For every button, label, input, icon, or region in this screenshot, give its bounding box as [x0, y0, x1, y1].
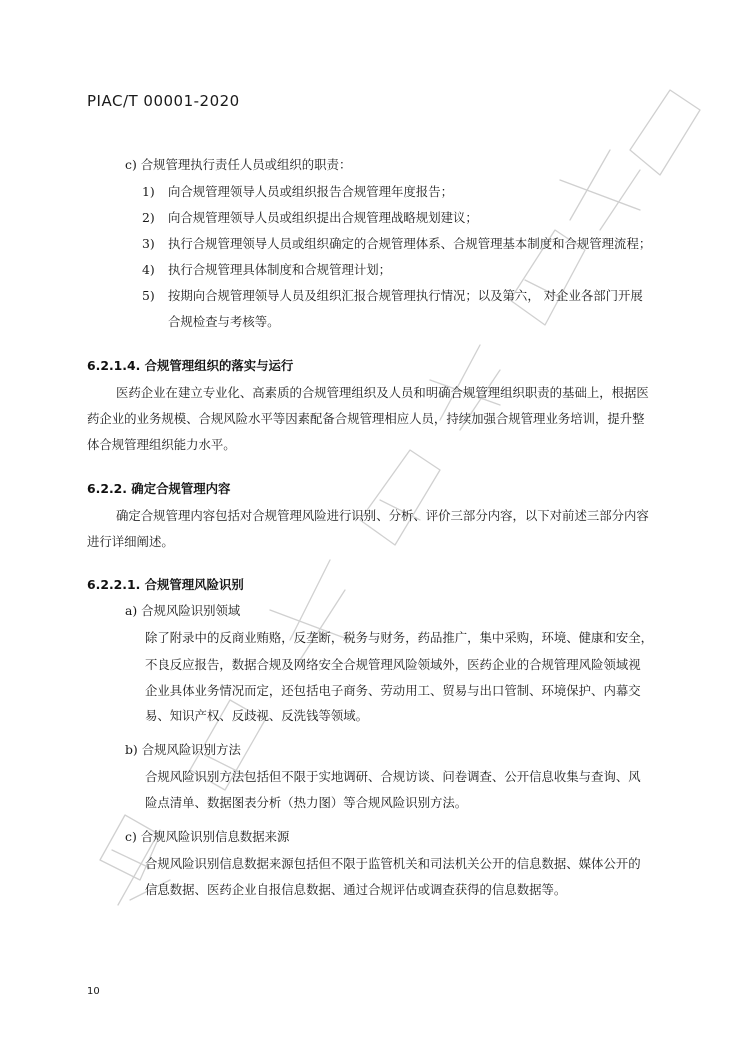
list-item	[142, 184, 453, 200]
paragraph-line: 体合规管理组织能力水平。	[87, 437, 236, 452]
list-item-text: 执行合规管理具体制度和合规管理计划；	[168, 262, 392, 277]
list-item	[142, 236, 651, 252]
list-item-number: 5)	[142, 288, 155, 303]
list-item-continuation: 合规检查与考核等。	[168, 314, 280, 329]
list-item-text: 向合规管理领导人员或组织报告合规管理年度报告；	[168, 184, 453, 199]
list-item	[142, 288, 643, 304]
document-code: PIAC/T 00001-2020	[87, 92, 240, 110]
paragraph-line: 确定合规管理内容包括对合规管理风险进行识别、分析、评价三部分内容，以下对前述三部分内容	[116, 508, 649, 523]
paragraph-line: 不良反应报告，数据合规及网络安全合规管理风险领域外，医药企业的合规管理风险领域视	[145, 657, 641, 672]
list-item-number: 3)	[142, 236, 155, 251]
paragraph-line: 易、知识产权、反歧视、反洗钱等领域。	[145, 708, 369, 723]
list-item-text: 向合规管理领导人员或组织提出合规管理战略规划建议；	[168, 210, 478, 225]
section-heading-622: 6.2.2. 确定合规管理内容	[87, 481, 231, 496]
list-item-number: 1)	[142, 184, 155, 199]
subitem-title-a: a) 合规风险识别领域	[125, 603, 241, 618]
paragraph-line: 合规风险识别信息数据来源包括但不限于监管机关和司法机关公开的信息数据、媒体公开的	[145, 856, 641, 871]
subitem-title-c: c) 合规风险识别信息数据来源	[125, 829, 290, 844]
list-item-text: 按期向合规管理领导人员及组织汇报合规管理执行情况；以及第六， 对企业各部门开展	[168, 288, 643, 303]
list-title-c: c) 合规管理执行责任人员或组织的职责：	[125, 157, 352, 172]
paragraph-line: 除了附录中的反商业贿赂，反垄断，税务与财务，药品推广，集中采购，环境、健康和安全，	[145, 630, 654, 645]
list-item-number: 2)	[142, 210, 155, 225]
paragraph-line: 险点清单、数据图表分析（热力图）等合规风险识别方法。	[145, 795, 468, 810]
paragraph-line: 信息数据、医药企业自报信息数据、通过合规评估或调查获得的信息数据等。	[145, 882, 567, 897]
list-item	[142, 210, 478, 226]
paragraph-line: 企业具体业务情况而定，还包括电子商务、劳动用工、贸易与出口管制、环境保护、内幕交	[145, 683, 641, 698]
list-item-number: 4)	[142, 262, 155, 277]
paragraph-line: 进行详细阐述。	[87, 534, 174, 549]
subitem-title-b: b) 合规风险识别方法	[125, 742, 241, 757]
paragraph-line: 合规风险识别方法包括但不限于实地调研、合规访谈、问卷调查、公开信息收集与查询、风	[145, 769, 641, 784]
paragraph-line: 药企业的业务规模、合规风险水平等因素配备合规管理相应人员，持续加强合规管理业务培训，提升整	[87, 411, 645, 426]
section-heading-6221: 6.2.2.1. 合规管理风险识别	[87, 577, 244, 592]
list-item-text: 执行合规管理领导人员或组织确定的合规管理体系、合规管理基本制度和合规管理流程；	[168, 236, 652, 251]
list-item	[142, 262, 391, 278]
page-number: 10	[87, 986, 100, 997]
section-heading-6214: 6.2.1.4. 合规管理组织的落实与运行	[87, 358, 294, 373]
paragraph-line: 医药企业在建立专业化、高素质的合规管理组织及人员和明确合规管理组织职责的基础上，根据医	[116, 385, 649, 400]
